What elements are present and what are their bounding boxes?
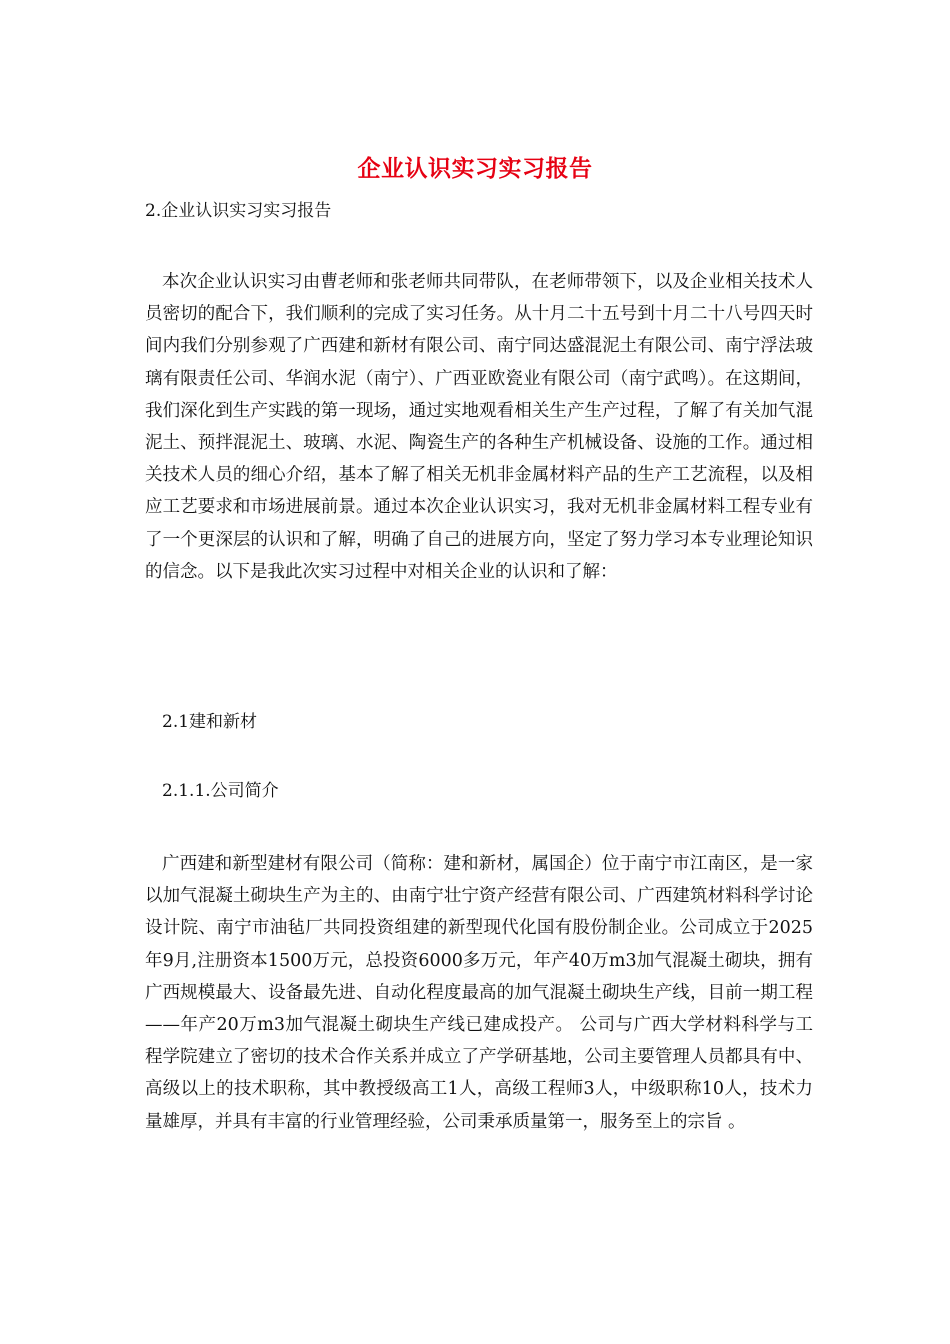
company-intro-paragraph: 广西建和新型建材有限公司（简称：建和新材，属国企）位于南宁市江南区，是一家以加气混凝土砌块生产为主的、由南宁壮宁资产经营有限公司、广西建筑材料科学讨论设计院、南宁市油毡厂共同投资组建的新型现代化国有股份制企业。公司成立于2025年9月,注册资本1500万元，总投资6000多万元，年产40万m3加气混凝土砌块，拥有广西规模最大、设备最先进、自动化程度最高的加气混凝土砌块生产线，目前一期工程——年产20万m3加气混凝土砌块生产线已建成投产。 公司与广西大学材料科学与工程学院建立了密切的技术合作关系并成立了产学研基地，公司主要管理人员都具有中、高级以上的技术职称，其中教授级高工1人，高级工程师3人，中级职称10人，技术力量雄厚，并具有丰富的行业管理经验，公司秉承质量第一，服务至上的宗旨 。: [145, 854, 813, 1132]
document-subtitle: 2.企业认识实习实习报告: [145, 201, 332, 221]
document-title: 企业认识实习实习报告: [357, 155, 593, 182]
intro-paragraph: 本次企业认识实习由曹老师和张老师共同带队，在老师带领下，以及企业相关技术人员密切的配合下，我们顺利的完成了实习任务。从十月二十五号到十月二十八号四天时间内我们分别参观了广西建和新材有限公司、南宁同达盛混泥土有限公司、南宁浮法玻璃有限责任公司、华润水泥（南宁）、广西亚欧瓷业有限公司（南宁武鸣）。在这期间，我们深化到生产实践的第一现场，通过实地观看相关生产生产过程，了解了有关加气混泥土、预拌混泥土、玻璃、水泥、陶瓷生产的各种生产机械设备、设施的工作。通过相关技术人员的细心介绍，基本了解了相关无机非金属材料产品的生产工艺流程，以及相应工艺要求和市场进展前景。通过本次企业认识实习，我对无机非金属材料工程专业有了一个更深层的认识和了解，明确了自己的进展方向，坚定了努力学习本专业理论知识的信念。以下是我此次实习过程中对相关企业的认识和了解：: [145, 272, 813, 582]
subsection-heading: 2.1.1.公司简介: [162, 781, 279, 801]
section-heading: 2.1建和新材: [162, 712, 258, 732]
